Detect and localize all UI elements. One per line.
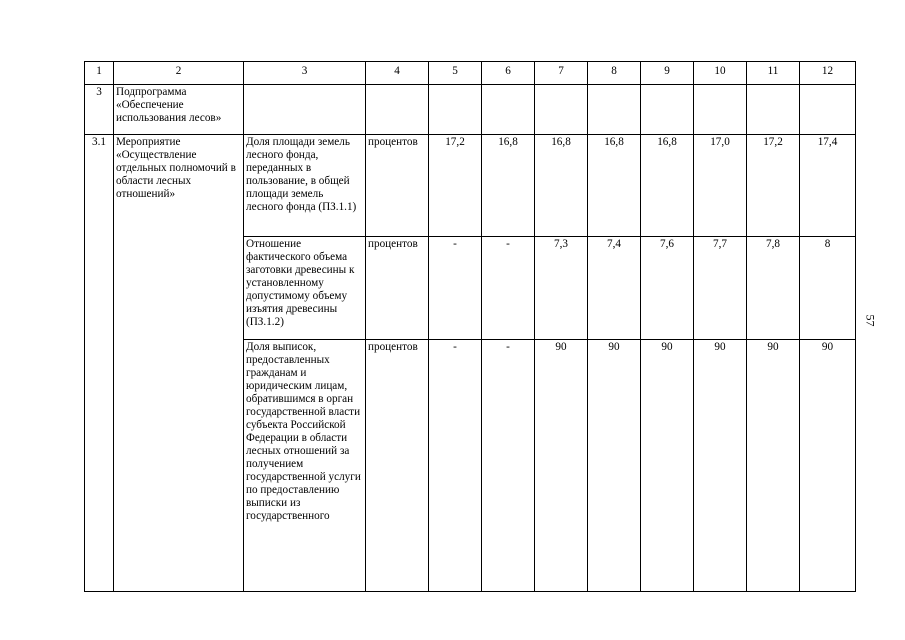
value-cell: - (482, 340, 535, 592)
header-cell: 3 (244, 62, 366, 85)
header-cell: 4 (366, 62, 429, 85)
value-cell: 17,4 (800, 135, 856, 237)
value-cell: 16,8 (535, 135, 588, 237)
value-cell: 90 (641, 340, 694, 592)
empty-cell (482, 85, 535, 135)
page-number: 57 (863, 314, 878, 327)
empty-cell (366, 85, 429, 135)
indicator-row (85, 135, 856, 237)
subprogram-number: 3 (85, 85, 114, 135)
activity-number: 3.1 (85, 135, 114, 592)
empty-cell (429, 85, 482, 135)
header-cell: 8 (588, 62, 641, 85)
empty-cell (588, 85, 641, 135)
header-cell: 7 (535, 62, 588, 85)
value-cell: 16,8 (588, 135, 641, 237)
header-row (85, 62, 856, 85)
indicator-name: Отношение фактического объема заготовки древесины к установленному допустимому объему изъятия древесины (ПЗ.1.2) (244, 237, 366, 340)
value-cell: 17,2 (429, 135, 482, 237)
value-cell: 17,0 (694, 135, 747, 237)
value-cell: 7,7 (694, 237, 747, 340)
indicator-name: Доля площади земель лесного фонда, переданных в пользование, в общей площади земель лесного фонда (ПЗ.1.1) (244, 135, 366, 237)
activity-title: Мероприятие «Осуществление отдельных полномочий в области лесных отношений» (114, 135, 244, 592)
header-cell: 1 (85, 62, 114, 85)
header-cell: 6 (482, 62, 535, 85)
value-cell: 17,2 (747, 135, 800, 237)
value-cell: 90 (747, 340, 800, 592)
value-cell: 16,8 (482, 135, 535, 237)
header-cell: 5 (429, 62, 482, 85)
header-cell: 12 (800, 62, 856, 85)
value-cell: 7,6 (641, 237, 694, 340)
header-cell: 10 (694, 62, 747, 85)
value-cell: 16,8 (641, 135, 694, 237)
header-cell: 2 (114, 62, 244, 85)
value-cell: 7,4 (588, 237, 641, 340)
subprogram-title: Подпрограмма «Обеспечение использования лесов» (114, 85, 244, 135)
empty-cell (244, 85, 366, 135)
value-cell: - (429, 237, 482, 340)
data-table (84, 61, 856, 592)
value-cell: 90 (694, 340, 747, 592)
indicator-unit: процентов (366, 340, 429, 592)
header-cell: 11 (747, 62, 800, 85)
value-cell: 90 (588, 340, 641, 592)
value-cell: - (482, 237, 535, 340)
empty-cell (800, 85, 856, 135)
empty-cell (747, 85, 800, 135)
indicator-name: Доля выписок, предоставленных гражданам и юридическим лицам, обратившимся в орган государственной власти субъекта Российской Федерации в области лесных отношений за получением государственной услуги по предоставлению выписки из государственного (244, 340, 366, 592)
empty-cell (641, 85, 694, 135)
header-cell: 9 (641, 62, 694, 85)
indicator-unit: процентов (366, 237, 429, 340)
empty-cell (535, 85, 588, 135)
value-cell: 8 (800, 237, 856, 340)
empty-cell (694, 85, 747, 135)
value-cell: - (429, 340, 482, 592)
value-cell: 90 (535, 340, 588, 592)
subprogram-row (85, 85, 856, 135)
value-cell: 7,3 (535, 237, 588, 340)
value-cell: 90 (800, 340, 856, 592)
indicator-unit: процентов (366, 135, 429, 237)
value-cell: 7,8 (747, 237, 800, 340)
